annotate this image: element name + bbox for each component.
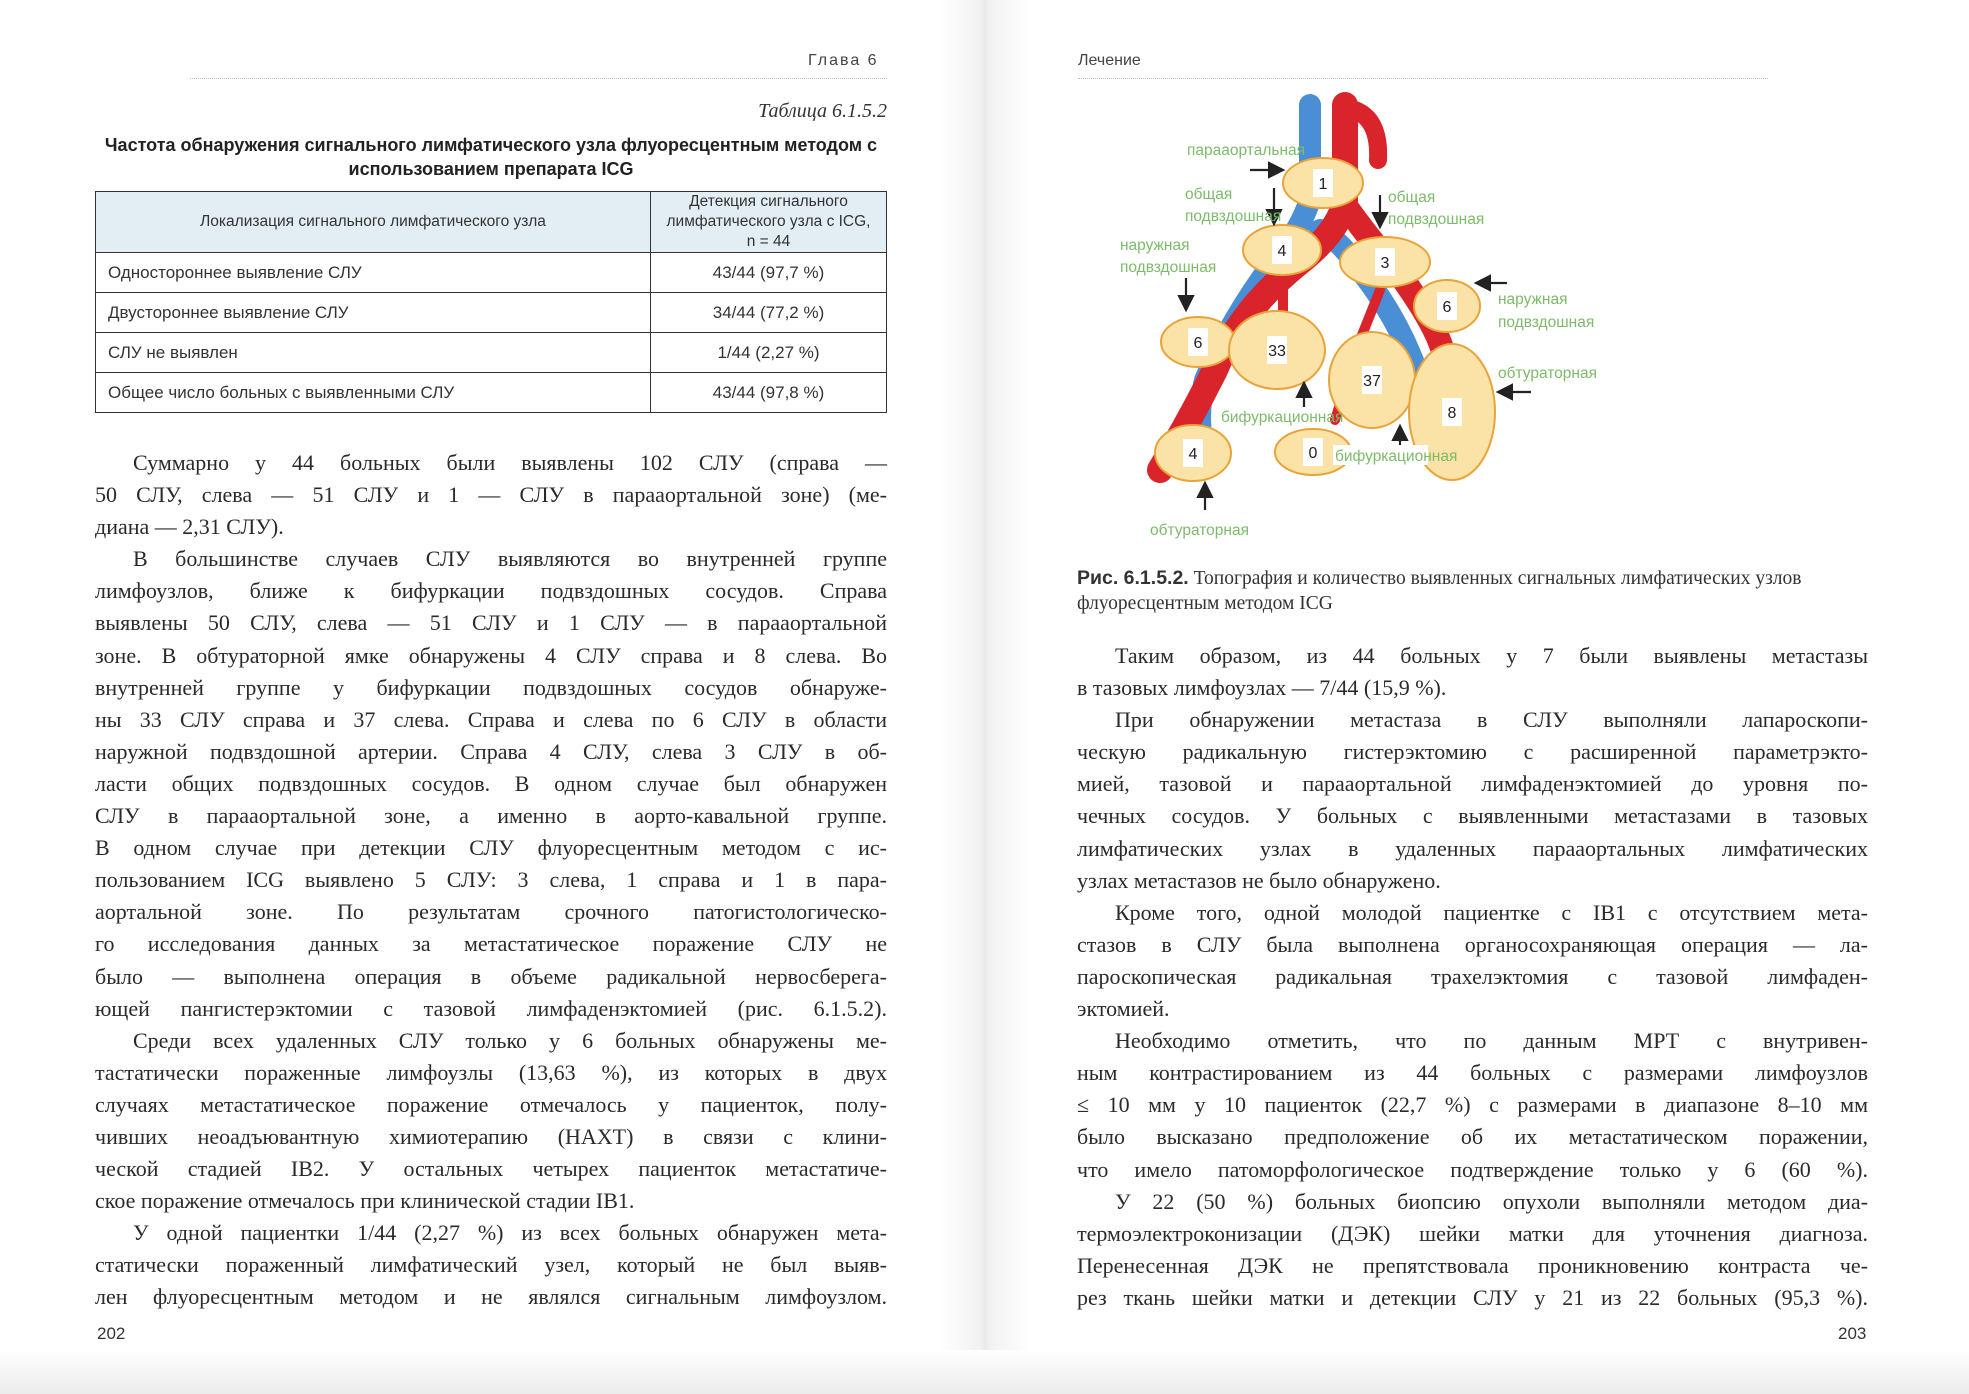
text-line: стазов в СЛУ была выполнена органосохраняющая операция — ла-: [1077, 931, 1868, 957]
book-gutter: [940, 0, 1030, 1394]
text-line: внутренней группе у бифуркации подвздошных сосудов обнаруже-: [95, 674, 887, 700]
text-line: рез ткань шейки матки и детекции СЛУ у 21 из 22 больных (95,3 %).: [1077, 1284, 1868, 1310]
label-external-left: наружная: [1120, 237, 1190, 254]
figure-caption-label: Рис. 6.1.5.2.: [1077, 567, 1189, 589]
label-paraaortic: парааортальная: [1187, 142, 1306, 159]
text-line: Среди всех удаленных СЛУ только у 6 больных обнаружены ме-: [133, 1027, 887, 1053]
text-line: го исследования данных за метастатическое поражение СЛУ не: [95, 931, 887, 957]
lymph-node: [1340, 237, 1430, 287]
table-cell: Одностороннее выявление СЛУ: [96, 253, 651, 293]
text-line: В большинстве случаев СЛУ выявляются во внутренней группе: [133, 546, 887, 572]
table-cell: Двустороннее выявление СЛУ: [96, 293, 651, 333]
body-text-right: [1077, 640, 1868, 1314]
text-line: чечных сосудов. У больных с выявленными метастазами в тазовых: [1077, 803, 1868, 829]
lymph-nodes: [1155, 158, 1495, 481]
lymph-node-count: 37: [1363, 373, 1381, 390]
lymph-node-count: 8: [1447, 405, 1457, 422]
text-line: ское поражение отмечалось при клинической стадии IB1.: [95, 1188, 635, 1214]
text-line: в тазовых лимфоузлах — 7/44 (15,9 %).: [1077, 675, 1447, 701]
text-line: ющей пангистерэктомии с тазовой лимфаденэктомией (рис. 6.1.5.2).: [95, 995, 887, 1021]
detection-table: [95, 191, 887, 413]
table-title: Частота обнаружения сигнального лимфатического узла флуоресцентным методом с использованием препарата ICG: [104, 135, 878, 179]
label-bifurcation-left: бифуркационная: [1221, 409, 1344, 426]
table-cell: 43/44 (97,8 %): [651, 373, 887, 413]
text-line: лимфатических узлах в удаленных парааортальных лимфатических: [1077, 835, 1868, 861]
body-text-left: [95, 447, 887, 1314]
text-line: СЛУ в парааортальной зоне, а именно в аорто-кавальной группе.: [95, 803, 887, 829]
lymph-node-count: 0: [1308, 445, 1318, 462]
lymph-node: [1229, 311, 1325, 389]
text-line: эктомией.: [1077, 996, 1170, 1022]
table-row: [96, 253, 887, 293]
lymph-node-count: 4: [1277, 243, 1287, 260]
page-number-right: 203: [1838, 1324, 1867, 1343]
table-cell: СЛУ не выявлен: [96, 333, 651, 373]
text-line: лимфоузлов, ближе к бифуркации подвздошных сосудов. Справа: [95, 578, 887, 604]
table-row: [96, 293, 887, 333]
text-line: статически пораженный лимфатический узел, который не был выяв-: [95, 1252, 887, 1278]
text-line: ны 33 СЛУ справа и 37 слева. Справа и слева по 6 СЛУ в области: [95, 706, 887, 732]
table-cell: 43/44 (97,7 %): [651, 253, 887, 293]
text-line: ным контрастированием из 44 больных с размерами лимфоузлов: [1077, 1060, 1868, 1086]
text-line: ческую радикальную гистерэктомию с расширенной параметрэкто-: [1077, 739, 1868, 765]
text-line: выявлены 50 СЛУ, слева — 51 СЛУ и 1 СЛУ — в парааортальной: [95, 610, 887, 636]
text-line: пользованием ICG выявлено 5 СЛУ: 3 слева, 1 справа и 1 в пара-: [95, 867, 887, 893]
label-obturator-right: обтураторная: [1498, 365, 1597, 382]
label-common-left: общая: [1185, 186, 1233, 203]
lymph-node: [1161, 317, 1235, 367]
lymph-node-count: 33: [1268, 343, 1286, 360]
text-line: ласти общих подвздошных сосудов. В одном случае был обнаружен: [95, 770, 887, 796]
text-line: случаях метастатическое поражение отмечалось у пациенток, полу-: [95, 1091, 887, 1117]
text-line: ≤ 10 мм у 10 пациенток (22,7 %) с размерами в диапазоне 8–10 мм: [1077, 1092, 1868, 1118]
text-line: аортальной зоне. По результатам срочного патогистологическо-: [95, 899, 887, 925]
text-line: В одном случае при детекции СЛУ флуоресцентным методом с ис-: [95, 835, 887, 861]
header-rule-right: [1078, 78, 1768, 79]
lymph-node: [1414, 280, 1480, 332]
text-line: Необходимо отметить, что по данным МРТ с внутривен-: [1115, 1028, 1868, 1054]
table-label: Таблица 6.1.5.2: [758, 100, 887, 122]
lymph-node: [1283, 158, 1363, 208]
text-line: Перенесенная ДЭК не препятствовала проникновению контраста че-: [1077, 1252, 1868, 1278]
label-external-iliac-right: подвздошная: [1498, 314, 1595, 331]
lymph-node-count: 3: [1380, 255, 1390, 272]
text-line: зоне. В обтураторной ямке обнаружены 4 СЛУ справа и 8 слева. Во: [95, 642, 887, 668]
figure-caption-text: Топография и количество выявленных сигнальных лимфатических узлов флуоресцентным методом ICG: [1077, 568, 1802, 614]
table-row: [96, 373, 887, 413]
figure-caption: [1077, 566, 1877, 616]
text-line: 50 СЛУ, слева — 51 СЛУ и 1 — СЛУ в парааортальной зоне) (ме-: [95, 482, 887, 508]
lymph-node: [1243, 225, 1321, 275]
label-external-right: наружная: [1498, 291, 1568, 308]
table-header-row: [96, 192, 887, 253]
table-cell: 1/44 (2,27 %): [651, 333, 887, 373]
text-line: было высказано предположение об их метастатическом поражении,: [1077, 1124, 1868, 1150]
table-cell: Общее число больных с выявленными СЛУ: [96, 373, 651, 413]
text-line: При обнаружении метастаза в СЛУ выполняли лапароскопи-: [1115, 707, 1868, 733]
label-iliac-left: подвздошная: [1185, 208, 1282, 225]
text-line: мией, тазовой и парааортальной лимфаденэктомией до уровня по-: [1077, 771, 1868, 797]
text-line: У 22 (50 %) больных биопсию опухоли выполняли методом диа-: [1115, 1188, 1868, 1214]
text-line: чивших неоадъювантную химиотерапию (НАХТ) в связи с клини-: [95, 1123, 887, 1149]
table-row: [96, 333, 887, 373]
lymph-node-count: 4: [1188, 446, 1198, 463]
label-iliac-right: подвздошная: [1388, 211, 1485, 228]
page-number-left: 202: [97, 1324, 126, 1343]
lymph-node-count: 1: [1318, 176, 1328, 193]
text-line: было — выполнена операция в объеме радикальной нервосберега-: [95, 963, 887, 989]
text-line: что имело патоморфологическое подтверждение только у 6 (60 %).: [1077, 1156, 1868, 1182]
label-bifurcation-right: бифуркационная: [1335, 448, 1458, 465]
running-head-right: Лечение: [1078, 52, 1141, 69]
table-header: Детекция сигнального лимфатического узла с ICG, n = 44: [651, 192, 887, 253]
text-line: термоэлектроконизации (ДЭК) шейки матки для уточнения диагноза.: [1077, 1220, 1868, 1246]
text-line: тастатически пораженные лимфоузлы (13,63 %), из которых в двух: [95, 1059, 887, 1085]
running-head-left: Глава 6: [808, 52, 879, 69]
text-line: наружной подвздошной артерии. Справа 4 СЛУ, слева 3 СЛУ в об-: [95, 738, 887, 764]
text-line: У одной пациентки 1/44 (2,27 %) из всех больных обнаружен мета-: [133, 1220, 887, 1246]
text-line: Суммарно у 44 больных были выявлены 102 СЛУ (справа —: [133, 450, 887, 475]
text-line: лен флуоресцентным методом и не являлся сигнальным лимфоузлом.: [95, 1284, 887, 1310]
lymph-node-count: 6: [1442, 299, 1452, 316]
text-line: диана — 2,31 СЛУ).: [95, 514, 284, 540]
text-line: ческой стадией IB2. У остальных четырех пациенток метастатиче-: [95, 1156, 887, 1182]
text-line: Кроме того, одной молодой пациентке с IB1 с отсутствием мета-: [1115, 899, 1868, 925]
label-external-iliac-left: подвздошная: [1120, 259, 1217, 276]
text-line: Таким образом, из 44 больных у 7 были выявлены метастазы: [1115, 643, 1868, 668]
text-line: пароскопическая радикальная трахелэктомия с тазовой лимфаден-: [1077, 963, 1868, 989]
table-header: Локализация сигнального лимфатического узла: [96, 192, 651, 253]
label-obturator-left: обтураторная: [1150, 522, 1249, 539]
lymph-node: [1155, 425, 1231, 481]
label-common-right: общая: [1388, 189, 1436, 206]
page-edge: [0, 1350, 1969, 1394]
lymph-node-diagram: [1080, 90, 1840, 550]
lymph-node-count: 6: [1193, 335, 1203, 352]
text-line: узлах метастазов не было обнаружено.: [1077, 867, 1441, 893]
header-rule-left: [190, 78, 887, 79]
table-cell: 34/44 (77,2 %): [651, 293, 887, 333]
